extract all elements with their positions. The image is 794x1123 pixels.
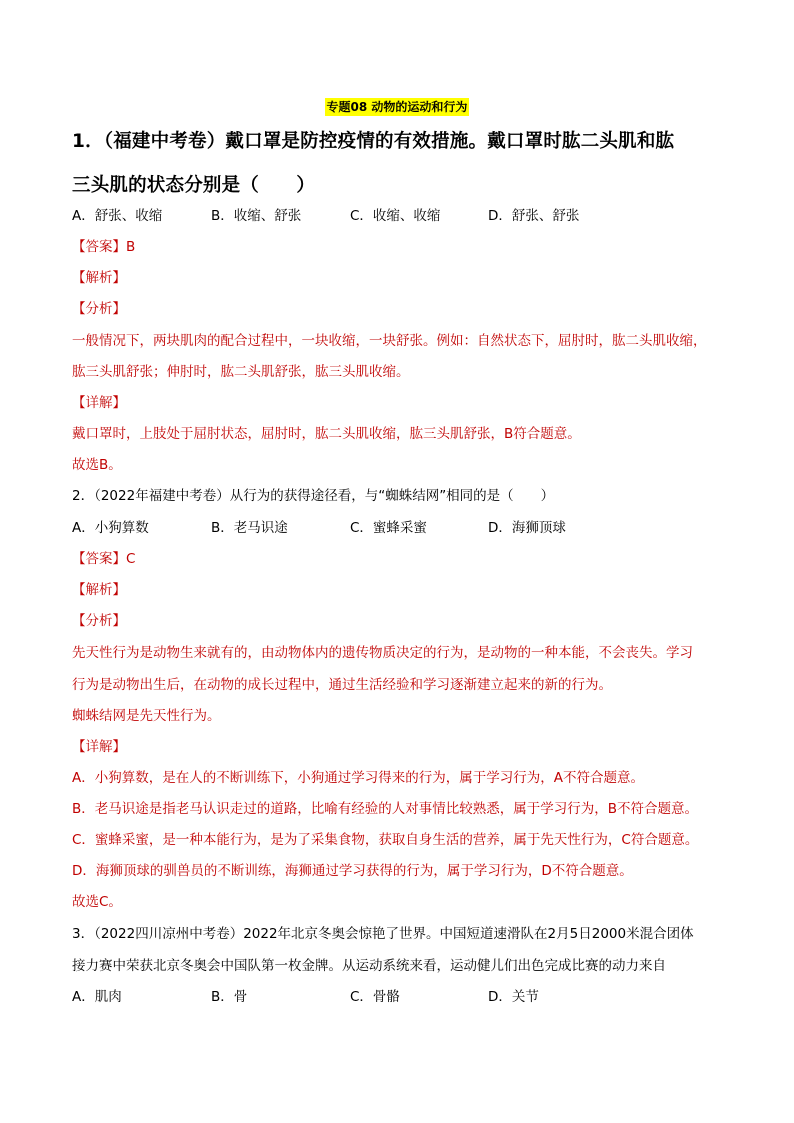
q2-option-d: D．海狮顶球 xyxy=(488,520,566,536)
q2-answer xyxy=(72,549,135,569)
q1-stem xyxy=(72,120,752,208)
q2-fenxi-line3: 蜘蛛结网是先天性行为。 xyxy=(72,708,221,724)
q3-option-c: C．骨骼 xyxy=(350,989,400,1005)
q2-detail-b: B．老马识途是指老马认识走过的道路，比喻有经验的人对事情比较熟悉，属于学习行为，B不符合题意。 xyxy=(72,801,699,817)
q2-fenxi-line2: 行为是动物出生后，在动物的成长过程中，通过生活经验和学习逐渐建立起来的新的行为。 xyxy=(72,677,612,693)
q2-answer-value: C xyxy=(126,551,136,567)
q3-stem-line2: 接力赛中荣获北京冬奥会中国队第一枚金牌。从运动系统来看，运动健儿们出色完成比赛的动力来自 xyxy=(72,958,666,974)
q3-stem-line1: 3．（2022四川凉州中考卷）2022年北京冬奥会惊艳了世界。中国短道速滑队在2月5日2000米混合团体 xyxy=(72,926,694,942)
q2-fenxi-line1: 先天性行为是动物生来就有的，由动物体内的遗传物质决定的行为，是动物的一种本能，不会丧失。学习 xyxy=(72,645,693,661)
q2-conclusion: 故选C。 xyxy=(72,894,122,910)
q1-option-a: A．舒张、收缩 xyxy=(72,208,163,224)
q2-answer-tag: 【答案】 xyxy=(72,551,126,567)
title-wrap xyxy=(0,96,794,116)
q2-detail-a: A．小狗算数，是在人的不断训练下，小狗通过学习得来的行为，属于学习行为，A不符合题意。 xyxy=(72,770,644,786)
q2-option-c: C．蜜蜂采蜜 xyxy=(350,520,427,536)
q1-option-d: D．舒张、舒张 xyxy=(488,208,580,224)
q1-analysis-tag: 【解析】 xyxy=(72,270,126,286)
q2-analysis-tag: 【解析】 xyxy=(72,582,126,598)
q1-answer-tag: 【答案】 xyxy=(72,239,126,255)
q3-option-b: B．骨 xyxy=(211,989,248,1005)
q1-answer-value: B xyxy=(126,239,136,255)
q1-stem-line2: 三头肌的状态分别是（ ） xyxy=(72,175,316,196)
q1-option-c: C．收缩、收缩 xyxy=(350,208,441,224)
q2-fenxi-tag: 【分析】 xyxy=(72,613,126,629)
q1-option-b: B．收缩、舒张 xyxy=(211,208,302,224)
q2-option-b: B．老马识途 xyxy=(211,520,288,536)
q3-option-d: D．关节 xyxy=(488,989,539,1005)
q2-stem: 2．（2022年福建中考卷）从行为的获得途径看，与“蜘蛛结网”相同的是（ ） xyxy=(72,488,555,504)
q1-fenxi-line2: 肱三头肌舒张；伸肘时，肱二头肌舒张，肱三头肌收缩。 xyxy=(72,364,410,380)
q1-fenxi-tag: 【分析】 xyxy=(72,301,126,317)
page-title: 专题08 动物的运动和行为 xyxy=(326,100,468,114)
q1-detail-line1: 戴口罩时，上肢处于屈肘状态，屈肘时，肱二头肌收缩，肱三头肌舒张，B符合题意。 xyxy=(72,426,581,442)
q3-option-a: A．肌肉 xyxy=(72,989,122,1005)
q1-conclusion: 故选B。 xyxy=(72,457,122,473)
q2-detail-d: D．海狮顶球的驯兽员的不断训练，海狮通过学习获得的行为，属于学习行为，D不符合题意。 xyxy=(72,863,633,879)
q2-detail-tag: 【详解】 xyxy=(72,739,126,755)
q1-stem-line1: 1．（福建中考卷）戴口罩是防控疫情的有效措施。戴口罩时肱二头肌和肱 xyxy=(72,131,675,152)
q1-fenxi-line1: 一般情况下，两块肌肉的配合过程中，一块收缩，一块舒张。例如：自然状态下，屈肘时，肱二头肌收缩， xyxy=(72,333,707,349)
q2-option-a: A．小狗算数 xyxy=(72,520,149,536)
q1-detail-tag: 【详解】 xyxy=(72,395,126,411)
q2-detail-c: C．蜜蜂采蜜，是一种本能行为，是为了采集食物，获取自身生活的营养，属于先天性行为，C符合题意。 xyxy=(72,832,699,848)
q1-answer xyxy=(72,237,135,257)
